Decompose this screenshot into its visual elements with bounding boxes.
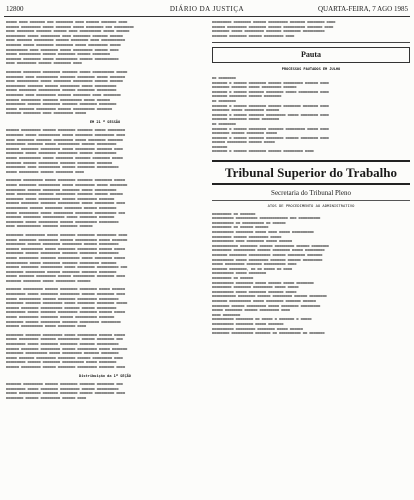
text-block: ▬▬▬▬▬▬▬ ▬▬▬▬▬▬▬▬ ▬▬▬▬▬▬▬▬ ▬▬▬▬▬▬▬ ▬▬▬▬▬ ▬▬▬▬▬▬▬▬▬▬ ▬▬▬▬▬ ▬▬▬▬▬▬▬▬ ▬▬▬▬ ▬▬▬▬▬▬▬▬▬▬ ▬▬▬▬▬▬▬ ▬▬▬▬▬▬▬▬ ▬▬▬▬▬ ▬▬▬▬▬▬▬ ▬▬▬▬ ▬▬▬▬▬▬▬▬▬▬ ▬▬▬▬▬ ▬▬▬▬▬▬▬▬ ▬▬▬▬▬▬▬▬▬ ▬▬▬▬▬▬ ▬▬▬▬▬▬ ▬▬▬▬▬▬▬▬▬ ▬▬▬▬▬▬▬ ▬▬▬▬▬▬ ▬▬▬▬▬▬▬▬▬ ▬▬▬▬▬ ▬▬▬▬▬▬▬▬▬▬ ▬▬▬▬▬ ▬▬▬▬▬▬▬▬ ▬▬▬▬▬▬▬▬▬▬ ▬▬▬▬▬▬ ▬▬▬▬▬▬▬▬ ▬▬▬▬▬▬▬▬▬ ▬▬▬▬▬▬▬▬ ▬▬▬▬ ▬▬▬▬▬▬▬▬▬ ▬▬▬▬▬▬ ▬▬▬▬▬▬▬▬ ▬▬▬▬ ▬▬▬▬▬▬▬▬ ▬▬▬▬▬▬ ▬▬▬▬▬▬▬▬▬ ▬▬▬▬▬▬▬ ▬▬▬▬▬▬▬▬▬▬ ▬▬▬▬▬ ▬▬▬▬▬▬ ▬▬▬▬▬▬▬▬▬ ▬▬▬▬▬▬ ▬▬▬▬▬▬▬▬ ▬▬▬▬▬▬▬ ▬▬▬▬▬▬▬▬ ▬▬▬▬▬▬▬▬ ▬▬▬▬▬ ▬▬▬▬▬▬▬ ▬▬▬▬▬▬▬▬▬ ▬▬▬▬▬▬ ▬▬▬▬▬▬▬▬▬▬ ▬▬▬▬▬▬▬ ▬▬▬▬▬▬▬ ▬▬▬▬▬▬▬▬ ▬▬▬▬ ▬▬▬▬▬▬▬▬▬ ▬▬▬▬▬ — [6, 69, 128, 116]
text-block: ▬▬▬▬▬▬▬ ▬▬▬▬▬▬▬▬▬ ▬▬▬▬▬ ▬▬▬▬▬▬▬▬ ▬▬▬▬▬▬▬ ▬▬▬▬▬▬▬▬ ▬▬▬▬▬ ▬▬▬▬▬ ▬▬▬▬▬▬▬▬ ▬▬▬▬▬▬▬▬▬▬ ▬▬▬▬▬ ▬▬▬▬▬▬▬▬▬ ▬▬▬▬▬ ▬▬▬▬▬▬▬▬ ▬▬▬▬▬▬▬▬▬ ▬▬▬▬▬▬ ▬▬▬▬▬▬▬▬ ▬▬▬▬▬▬▬▬ ▬▬▬▬▬ ▬▬▬▬▬▬▬▬▬▬ ▬▬▬▬ ▬▬▬▬▬▬▬▬▬ ▬▬▬▬▬▬▬ ▬▬▬▬▬▬▬▬▬ ▬▬▬▬▬▬▬ ▬▬▬▬▬▬ ▬▬▬▬▬▬ ▬▬▬▬▬▬▬▬ ▬▬▬▬▬ ▬▬▬▬▬▬▬▬▬▬ ▬▬▬▬▬▬ ▬▬▬▬▬▬▬▬▬ ▬▬▬▬▬▬▬ ▬▬▬▬▬▬ ▬▬▬▬▬▬▬▬ ▬▬▬▬▬▬▬ ▬▬▬▬▬▬▬▬▬▬ ▬▬▬▬▬ ▬▬▬▬▬▬▬▬▬ ▬▬▬▬ ▬▬▬▬▬▬▬▬▬▬ ▬▬▬▬▬▬ ▬▬▬▬▬▬▬▬ ▬▬▬▬▬▬▬▬ ▬▬▬▬▬▬ ▬▬▬▬▬▬▬▬ ▬▬▬▬▬ ▬▬▬▬▬▬▬▬▬ ▬▬▬▬▬ ▬▬▬▬▬▬▬▬▬ ▬▬▬▬▬▬▬▬ ▬▬▬▬▬▬▬▬▬▬ ▬▬▬ ▬▬▬▬▬▬▬ ▬▬▬▬▬▬▬▬ ▬▬▬▬▬▬▬▬▬▬ ▬▬▬▬▬ ▬▬▬▬▬▬▬▬ ▬▬▬▬▬▬▬ ▬▬▬▬▬▬▬▬ ▬▬▬▬▬ ▬▬▬▬▬▬▬▬▬ ▬▬▬▬▬▬ ▬▬▬▬▬▬▬▬▬▬ ▬▬▬▬▬▬▬▬▬ ▬▬▬▬ ▬▬▬▬▬▬▬▬▬▬▬ ▬▬▬▬▬▬▬ ▬▬▬▬▬▬▬▬ ▬▬▬▬▬▬ — [6, 178, 128, 229]
court-title: Tribunal Superior do Trabalho — [212, 160, 410, 185]
issue-date: QUARTA-FEIRA, 7 AGO 1985 — [317, 5, 408, 13]
text-block: ▬▬▬▬▬ ▬▬▬▬ ▬▬▬▬▬▬▬ ▬▬▬ ▬▬▬▬▬▬▬▬ ▬▬▬▬ ▬▬▬▬▬▬ ▬▬▬▬▬▬▬ ▬▬▬▬ ▬▬▬▬▬▬ ▬▬▬▬▬▬▬▬▬ ▬▬▬▬▬ ▬▬▬▬▬▬▬ ▬▬▬▬▬ ▬▬▬▬▬▬▬▬ ▬▬▬ ▬▬▬▬▬▬▬▬▬ ▬▬▬▬ ▬▬▬▬▬▬▬▬ ▬▬▬▬▬▬▬ ▬▬▬▬▬▬ ▬▬▬▬ ▬▬▬▬▬▬▬▬▬▬ ▬▬▬▬▬ ▬▬▬▬▬▬ ▬▬▬▬▬▬▬▬▬ ▬▬▬▬▬ ▬▬▬▬▬▬▬▬▬ ▬▬▬▬ ▬▬▬▬▬▬▬▬ ▬▬▬▬▬▬▬ ▬▬▬▬▬▬ ▬▬▬▬ ▬▬▬▬▬▬▬ ▬▬▬▬▬▬▬▬▬ ▬▬▬▬▬▬ ▬▬▬▬▬▬▬▬ ▬▬▬▬ ▬▬▬▬▬▬▬▬▬▬▬ ▬▬▬▬▬▬▬ ▬▬▬▬▬ ▬▬▬▬▬▬▬▬ ▬▬▬▬▬▬▬▬ ▬▬▬▬▬ ▬▬▬▬▬▬▬▬▬ ▬▬▬▬▬ ▬▬▬▬▬▬▬▬▬▬ ▬▬▬▬ ▬▬▬▬▬▬▬▬ ▬▬▬▬▬ ▬▬▬▬▬▬▬▬▬ ▬▬▬▬▬▬ ▬▬▬▬ ▬▬▬▬▬ ▬▬▬▬▬▬▬▬▬▬ ▬▬▬▬▬▬ ▬▬▬▬▬▬▬▬ ▬▬▬▬▬▬ ▬▬▬▬▬▬▬▬ ▬▬▬▬▬▬▬ ▬▬▬▬▬▬▬▬ ▬▬▬▬▬ ▬▬▬▬▬▬▬▬▬▬ ▬▬▬▬▬▬ ▬▬▬▬▬▬▬▬▬▬▬ ▬▬▬▬ ▬▬▬▬▬▬▬▬▬ ▬▬▬▬▬▬ ▬▬▬▬▬▬▬▬ ▬▬▬▬ — [6, 20, 134, 66]
page-number: 12800 — [6, 5, 24, 13]
text-block: ▬▬▬▬▬▬▬▬ ▬▬▬▬▬▬▬ ▬▬▬▬▬▬▬▬▬ ▬▬▬▬▬ ▬▬▬▬▬▬▬▬▬ ▬▬▬▬▬▬ ▬▬▬▬▬ ▬▬▬▬▬ ▬▬▬▬▬▬▬▬▬ ▬▬▬▬▬▬▬ ▬▬▬▬▬▬▬▬▬▬ ▬▬▬▬▬▬ ▬▬▬▬▬▬▬▬ ▬▬▬ ▬▬▬▬▬▬▬▬▬ ▬▬▬▬▬ ▬▬▬▬▬▬▬▬ ▬▬▬▬▬▬▬▬ ▬▬▬▬▬▬▬ ▬▬▬▬▬▬▬▬▬▬ ▬▬▬▬▬▬ ▬▬▬▬▬▬▬▬ ▬▬▬▬▬▬▬▬▬ ▬▬▬▬▬▬ ▬▬▬▬▬▬▬▬▬ ▬▬▬▬▬ ▬▬▬▬▬▬▬ ▬▬▬▬▬▬▬▬ ▬▬▬▬▬▬▬▬▬▬ ▬▬▬▬▬ ▬▬▬▬▬▬▬▬▬ ▬▬▬▬▬▬▬ ▬▬▬▬▬▬▬▬ ▬▬▬▬▬ ▬▬▬▬▬▬▬ ▬▬▬▬▬▬▬▬▬ ▬▬▬▬▬▬▬▬ ▬▬▬▬▬▬ ▬▬▬▬▬▬▬▬▬ ▬▬▬▬ ▬▬▬▬▬▬▬▬▬ ▬▬▬▬▬▬ ▬▬▬▬▬▬▬▬ ▬▬▬▬▬▬▬▬▬▬ ▬▬▬▬▬ ▬▬▬▬▬▬▬▬ ▬▬▬▬▬▬ ▬▬▬▬▬▬▬▬▬ ▬▬▬▬▬▬ ▬▬▬▬▬▬▬▬ ▬▬▬▬▬▬▬▬▬ ▬▬▬▬▬▬▬ ▬▬▬▬ — [6, 332, 128, 369]
divider — [212, 42, 410, 43]
section-subtitle: PROCESSOS PAUTADOS EM JULHO — [281, 67, 341, 72]
journal-title: DIÁRIO DA JUSTIÇA — [169, 5, 245, 13]
text-block: ▬▬▬▬▬▬▬▬▬ ▬▬▬▬▬▬▬▬ ▬▬▬▬▬▬ ▬▬▬▬▬▬▬▬▬ ▬▬▬▬▬▬▬ ▬▬▬▬▬▬▬▬ ▬▬▬▬ ▬▬▬▬▬▬ ▬▬▬▬▬▬▬▬▬ ▬▬▬▬▬▬▬▬ ▬▬▬▬▬▬ ▬▬▬▬▬▬▬▬▬▬ ▬▬▬▬▬▬▬ ▬▬▬▬ ▬▬▬▬▬▬▬▬ ▬▬▬▬▬ ▬▬▬▬▬▬▬▬▬ ▬▬▬▬▬▬▬ ▬▬▬▬▬▬▬▬ ▬▬▬▬▬▬▬▬▬▬ ▬▬▬▬▬▬▬ ▬▬▬▬▬▬▬▬ ▬▬▬▬▬▬ ▬▬▬▬▬▬▬▬▬ ▬▬▬▬ — [212, 20, 336, 38]
case-details: ▬▬▬▬▬▬▬▬▬ ▬▬ ▬▬▬▬▬▬▬ ▬▬▬▬▬▬▬▬▬▬ ▬▬▬▬▬▬▬▬▬▬ ▬▬▬▬▬▬▬▬▬▬▬▬▬ ▬▬▬ ▬▬▬▬▬▬▬▬▬▬ ▬▬▬▬▬▬▬▬▬▬ ▬▬ ▬▬▬▬▬▬▬▬▬▬ ▬▬ ▬▬▬▬▬▬ ▬▬▬▬▬▬▬▬▬ ▬▬ ▬▬▬▬▬▬ ▬▬▬▬▬▬ ▬▬▬▬▬▬▬▬▬▬ ▬▬▬▬▬▬▬▬ ▬▬▬▬▬ ▬▬▬▬ ▬▬▬▬▬ ▬▬▬▬▬▬▬▬▬▬ ▬▬▬▬▬▬▬▬▬ ▬▬▬▬▬▬ ▬▬▬▬▬▬▬▬▬ ▬▬▬▬▬ ▬▬▬▬▬▬▬▬▬▬ ▬▬▬▬ ▬▬▬▬▬▬▬▬ ▬▬▬▬▬ ▬▬▬▬▬▬ ▬▬▬▬▬▬▬▬▬▬▬▬ ▬▬▬▬▬▬▬▬ ▬▬▬▬▬▬ ▬▬▬▬▬▬▬▬▬ ▬▬▬▬▬▬ ▬▬▬▬▬▬▬▬ ▬▬▬▬▬▬▬▬▬ ▬▬▬▬▬▬▬▬▬▬ ▬▬▬▬▬▬ ▬▬▬▬▬▬▬▬ ▬▬▬▬▬ ▬▬▬▬▬▬▬▬▬ ▬▬▬▬▬▬▬ ▬▬▬▬▬▬▬▬ ▬▬▬▬▬▬▬▬▬▬ ▬▬▬▬▬▬ ▬▬▬▬▬▬▬▬ ▬▬▬▬▬▬▬ ▬▬▬▬▬▬▬▬▬▬ ▬▬▬▬▬ ▬▬▬▬▬▬▬▬▬ ▬▬▬▬▬▬▬ ▬▬▬▬▬▬ ▬▬▬▬▬▬▬▬▬ ▬▬▬▬▬ ▬▬▬▬▬▬▬▬▬ ▬▬▬▬▬▬▬ ▬▬▬▬▬▬▬▬▬▬ ▬▬▬▬ ▬▬▬▬▬▬▬ ▬▬▬▬▬▬▬▬, ▬▬ ▬▬ ▬▬▬▬▬ ▬▬ ▬▬▬▬ ▬▬▬▬▬▬▬▬▬▬ ▬▬▬▬▬ ▬▬▬▬▬▬▬▬ ▬▬▬▬▬▬▬▬▬ ▬▬ ▬▬▬▬▬▬ ▬▬▬▬▬▬▬▬▬▬ ▬▬▬▬▬▬▬▬ ▬▬▬▬▬ ▬▬▬▬▬▬ ▬▬▬▬▬ ▬▬▬▬▬▬▬▬ ▬▬▬▬▬▬▬▬▬ ▬▬▬▬▬▬▬▬ ▬▬▬▬▬▬▬▬▬ ▬▬▬▬▬ ▬▬▬▬▬ ▬▬▬▬▬▬▬▬▬▬ ▬▬▬▬▬ ▬▬▬▬▬▬▬▬ ▬▬▬▬▬▬▬ ▬▬▬▬▬ ▬▬▬▬▬▬▬▬▬▬▬ ▬▬▬▬▬▬▬▬ ▬▬▬▬▬▬ ▬▬▬▬▬▬▬▬▬ ▬▬▬▬▬▬ ▬▬▬▬▬▬▬▬ ▬▬▬▬▬▬▬ ▬▬▬▬▬▬▬▬▬▬ ▬▬▬▬▬ ▬▬▬▬▬▬▬▬ ▬▬▬▬▬▬▬ ▬▬▬▬▬▬ ▬▬▬▬▬▬▬▬ ▬▬▬▬▬▬ ▬▬▬▬▬▬▬▬▬ ▬▬▬▬▬ ▬▬▬▬▬▬▬▬ ▬▬▬▬▬▬▬▬▬ ▬▬▬▬▬ ▬▬▬▬▬▬▬▬ ▬▬▬▬▬▬ ▬▬▬▬▬▬▬▬▬ ▬▬▬▬ ▬▬▬▬ ▬▬▬▬▬▬▬▬ ▬▬▬▬▬▬▬▬▬▬ ▬▬▬▬▬▬▬▬ ▬▬ ▬▬▬▬▬ ▬ ▬▬▬▬▬▬▬ ▬ ▬▬▬▬▬ ▬▬▬▬▬▬▬▬▬▬ ▬▬▬▬▬▬▬▬ ▬▬▬▬▬ ▬▬▬▬▬▬▬ ▬▬▬▬▬▬▬▬▬▬ ▬▬▬▬▬▬▬▬▬ ▬▬▬▬▬▬▬▬ ▬▬▬▬▬ ▬▬▬▬▬▬ ▬▬▬▬▬▬▬▬ ▬▬▬▬▬▬▬▬▬▬ ▬▬▬▬▬▬▬ ▬▬ ▬▬▬▬▬▬▬▬▬▬ ▬▬ ▬▬▬▬▬▬▬ — [212, 211, 329, 336]
text-block: ▬▬▬▬▬▬▬▬ ▬▬▬▬▬▬▬▬▬ ▬▬▬▬▬ ▬▬▬▬▬▬▬ ▬▬▬▬▬▬▬▬ ▬▬▬▬▬▬▬▬▬ ▬▬▬▬ ▬▬▬▬▬ ▬▬▬▬▬▬▬▬ ▬▬▬▬▬▬▬▬▬ ▬▬▬▬▬▬ ▬▬▬▬▬▬▬▬▬▬ ▬▬▬▬▬ ▬▬▬▬▬▬▬ ▬▬▬▬▬▬▬▬▬ ▬▬▬▬▬▬ ▬▬▬▬▬▬▬▬ ▬▬▬▬▬▬▬▬▬ ▬▬▬▬▬▬ ▬▬▬▬▬▬▬▬▬ ▬▬▬▬▬▬ ▬▬▬▬▬▬▬▬▬▬ ▬▬▬▬▬ ▬▬▬▬▬▬▬▬ ▬▬▬▬▬▬▬▬▬ ▬▬▬▬▬▬ ▬▬▬▬▬ ▬▬▬▬▬▬▬▬ ▬▬▬▬▬▬ ▬▬▬▬▬▬▬▬▬ ▬▬▬▬▬▬▬ ▬▬▬▬▬▬▬▬ ▬▬▬▬▬▬▬▬▬ ▬▬▬▬▬ ▬▬▬▬▬▬▬▬▬ ▬▬▬▬▬▬▬ ▬▬▬▬▬▬▬▬▬▬ ▬▬▬▬▬ ▬▬▬▬▬▬▬▬ ▬▬▬▬▬ ▬▬▬▬▬▬▬▬▬▬ ▬▬▬▬▬ ▬▬▬▬▬▬▬▬ ▬▬▬▬▬▬▬ ▬▬▬▬▬▬▬▬▬ ▬▬▬▬▬▬▬ ▬▬▬▬▬▬ ▬▬▬▬▬▬▬▬ ▬▬▬▬▬▬▬▬▬▬ ▬▬▬▬▬ ▬▬▬▬▬▬▬▬ ▬▬▬▬▬▬▬▬▬▬ ▬▬▬ ▬▬▬▬▬▬▬▬ ▬▬▬▬▬▬▬▬▬ ▬▬▬▬▬▬ ▬▬▬▬▬▬▬▬ ▬▬▬▬▬▬▬ ▬▬▬▬▬▬▬▬ ▬▬▬▬▬ ▬▬▬▬▬▬▬ ▬▬▬▬▬▬▬▬▬ ▬▬▬▬▬▬ ▬▬▬▬▬▬▬▬▬▬ ▬▬▬▬▬▬▬▬ ▬▬▬▬ ▬▬▬▬▬▬▬ ▬▬▬▬▬▬▬▬ ▬▬▬▬▬ ▬▬▬▬▬▬▬▬▬ ▬▬▬▬▬▬ — [6, 232, 128, 283]
acts-heading: ATOS DE PROCEDIMENTO AO ADMINISTRATIVO — [267, 203, 355, 209]
court-subtitle: Secretaria do Tribunal Pleno — [212, 189, 410, 201]
left-column — [6, 20, 204, 496]
right-column — [212, 20, 410, 496]
page-header — [4, 4, 410, 17]
text-block: ▬▬▬▬▬▬ ▬▬▬▬▬▬▬▬▬ ▬▬▬▬▬▬ ▬▬▬▬▬▬▬▬ ▬▬▬▬▬▬▬ ▬▬▬▬▬ ▬▬▬▬▬▬▬▬ ▬▬▬▬▬▬▬▬ ▬▬▬▬▬ ▬▬▬▬▬▬▬▬▬▬ ▬▬▬▬▬ ▬▬▬▬▬▬▬▬ ▬▬▬▬▬▬▬▬▬ ▬▬▬▬ ▬▬▬▬ ▬▬▬▬▬▬▬▬ ▬▬▬▬▬▬▬ ▬▬▬▬▬▬▬▬▬ ▬▬▬▬▬ ▬▬▬▬▬▬▬▬ ▬▬▬▬▬▬▬ ▬▬▬▬▬▬▬▬▬ ▬▬▬▬▬▬▬ ▬▬▬▬▬ ▬▬▬▬▬▬▬▬▬▬ ▬▬▬▬▬▬ ▬▬▬▬▬▬▬▬▬ ▬▬▬▬▬▬ ▬▬▬▬▬▬▬▬ ▬▬▬▬▬▬▬▬▬ ▬▬▬▬▬ ▬▬▬▬▬▬▬▬▬ ▬▬▬▬▬▬▬ ▬▬▬▬ ▬▬▬▬▬▬▬▬ ▬▬▬▬▬ ▬▬▬▬▬▬▬▬ ▬▬▬▬▬▬▬▬▬ ▬▬▬▬▬▬ ▬▬▬▬▬▬▬▬▬▬ ▬▬▬▬▬ ▬▬▬▬▬▬▬▬▬▬ ▬▬▬▬▬ ▬▬▬▬▬▬▬▬ ▬▬▬▬▬▬▬ ▬▬▬▬▬▬▬▬ ▬▬▬▬▬ ▬▬▬▬▬▬▬ ▬▬▬▬▬▬ ▬▬▬▬▬▬▬▬▬ ▬▬▬▬▬▬▬ ▬▬▬▬▬▬▬▬ ▬▬▬▬▬▬▬ ▬▬▬▬▬▬▬▬▬ ▬▬▬▬ ▬▬▬▬▬▬▬▬▬▬ ▬▬▬▬▬▬ ▬▬▬▬▬▬▬▬ ▬▬▬▬▬▬▬▬▬▬ ▬▬▬▬▬ ▬▬▬▬▬▬▬▬▬ ▬▬▬▬▬▬ ▬▬▬▬▬▬▬▬ ▬▬▬▬ — [6, 128, 125, 174]
text-block: ▬▬▬▬▬▬▬ ▬▬▬▬▬▬▬▬▬ ▬▬▬▬▬▬ ▬▬▬▬▬▬▬▬ ▬▬▬▬▬▬▬ ▬▬▬▬▬▬▬▬ ▬▬▬ ▬▬▬▬▬▬▬▬▬ ▬▬▬▬▬ ▬▬▬▬▬▬▬▬ ▬▬▬▬▬▬▬▬▬ ▬▬▬▬▬▬ ▬▬▬▬▬▬▬▬▬▬ ▬▬▬▬▬ ▬▬▬▬▬▬▬▬▬▬ ▬▬▬▬▬▬▬ ▬▬▬▬▬▬▬▬ ▬▬▬▬▬▬ ▬▬▬▬▬▬▬▬▬ ▬▬▬▬ ▬▬▬▬▬▬▬▬ ▬▬▬▬▬▬ ▬▬▬▬▬▬▬▬▬ ▬▬▬▬▬▬ ▬▬▬▬ — [6, 382, 125, 400]
text-block: ▬▬▬▬▬▬▬ ▬▬▬▬▬▬▬▬▬ ▬▬▬▬▬▬ ▬▬▬▬▬▬▬▬ ▬▬▬▬▬▬▬▬ ▬▬▬▬▬ ▬▬▬▬▬▬ ▬▬▬▬▬▬▬▬▬ ▬▬▬▬▬ ▬▬▬▬▬▬▬▬ ▬▬▬▬▬▬▬▬▬ ▬▬▬▬▬▬ ▬▬▬▬▬▬▬▬ ▬▬▬▬ ▬▬▬▬▬ ▬▬▬▬▬▬▬▬▬▬ ▬▬▬▬▬▬ ▬▬▬▬▬▬▬▬ ▬▬▬▬▬▬▬▬▬ ▬▬▬▬▬▬▬▬▬ ▬▬▬▬▬▬▬▬ ▬▬▬▬▬▬▬ ▬▬▬▬▬▬▬▬▬ ▬▬▬▬▬ ▬▬▬▬▬▬▬▬ ▬▬▬▬▬▬▬▬ ▬▬▬▬▬ ▬▬▬▬▬▬ ▬▬▬▬▬▬▬▬ ▬▬▬▬▬▬▬▬▬▬ ▬▬▬▬▬▬▬ ▬▬▬▬▬▬ ▬▬▬▬▬▬▬▬▬ ▬▬▬▬▬▬▬▬▬ ▬▬▬▬▬ ▬▬▬▬▬▬▬ ▬▬▬▬▬▬▬▬▬ ▬▬▬▬▬▬▬▬ ▬▬▬▬▬▬ ▬▬▬▬▬ ▬▬▬▬▬ ▬▬▬▬▬▬▬▬▬ ▬▬▬▬▬▬▬▬ ▬▬▬▬▬▬ ▬▬▬▬▬▬▬▬▬▬ ▬▬▬▬▬▬▬ ▬▬▬▬▬▬▬▬ ▬▬▬▬▬▬ ▬▬▬▬▬▬▬▬▬ ▬▬▬▬▬▬▬ ▬▬▬▬▬▬▬▬▬ ▬▬▬▬▬▬▬▬▬ ▬▬▬▬▬▬ ▬▬▬▬▬▬▬▬▬▬ ▬▬▬▬▬ ▬▬▬▬▬▬▬▬ ▬▬▬▬ — [6, 287, 128, 329]
section-heading: EM 21 ª SESSÃO — [89, 119, 121, 124]
section-title: Pauta — [212, 47, 410, 63]
pauta-list: ▬▬ ▬▬▬▬▬▬▬▬ ▬▬▬▬▬▬▬ ▬ ▬▬▬▬▬▬ ▬▬▬▬▬▬▬▬ ▬▬▬▬▬▬ ▬▬▬▬▬▬▬▬▬ ▬▬▬▬▬▬ ▬▬▬▬ ▬▬▬▬▬▬▬▬ ▬▬▬▬▬▬▬ ▬▬▬▬▬ ▬▬▬▬▬▬▬▬▬ ▬▬▬▬▬▬ ▬▬▬▬▬▬▬ ▬ ▬▬▬▬▬▬ ▬▬▬▬▬▬▬ ▬▬▬▬▬▬▬▬ ▬▬▬▬▬ ▬▬▬▬▬▬▬▬▬ ▬▬▬▬ ▬▬▬▬▬▬▬ ▬▬▬▬▬▬▬▬ ▬▬▬▬▬▬ ▬▬▬▬▬▬▬▬ ▬▬ ▬▬▬▬▬▬▬▬ ▬▬▬▬▬▬▬ ▬ ▬▬▬▬▬▬ ▬▬▬▬▬▬▬▬ ▬▬▬▬▬▬ ▬▬▬▬▬▬▬▬ ▬▬▬▬▬▬▬ ▬▬▬▬ ▬▬▬▬▬▬▬▬ ▬▬▬▬▬ ▬▬▬▬▬▬▬▬▬ ▬▬▬▬▬▬ ▬▬▬▬▬▬▬ ▬ ▬▬▬▬▬▬ ▬▬▬▬▬▬▬ ▬▬▬▬▬▬▬▬▬ ▬▬▬▬▬ ▬▬▬▬▬▬▬▬ ▬▬▬▬ ▬▬▬▬▬▬▬ ▬▬▬▬▬▬▬▬ ▬▬▬▬▬ ▬▬▬▬▬▬▬▬ ▬▬ ▬▬▬▬▬▬▬▬ ▬▬▬▬▬▬▬ ▬ ▬▬▬▬▬▬ ▬▬▬▬▬▬▬▬ ▬▬▬▬▬▬▬ ▬▬▬▬▬▬▬▬▬ ▬▬▬▬▬ ▬▬▬▬ ▬▬▬▬▬▬▬▬ ▬▬▬▬▬▬ ▬▬▬▬▬▬▬▬ ▬▬▬▬▬ ▬▬▬▬▬▬▬ ▬ ▬▬▬▬▬▬ ▬▬▬▬▬▬▬ ▬▬▬▬▬▬▬▬ ▬▬▬▬▬▬ ▬▬▬▬▬▬▬▬ ▬▬▬▬ ▬▬▬▬▬▬ ▬▬▬▬▬▬▬▬▬ ▬▬▬▬▬▬ ▬▬▬▬▬ ▬▬▬▬▬▬▬ ▬▬▬▬▬▬▬ ▬ ▬▬▬▬▬▬ ▬▬▬▬▬▬▬▬ ▬▬▬▬▬▬ ▬▬▬▬▬▬▬▬▬ ▬▬▬▬ — [212, 75, 329, 154]
section-heading: Distribuição da 1ª SEÇÃO — [79, 373, 131, 378]
